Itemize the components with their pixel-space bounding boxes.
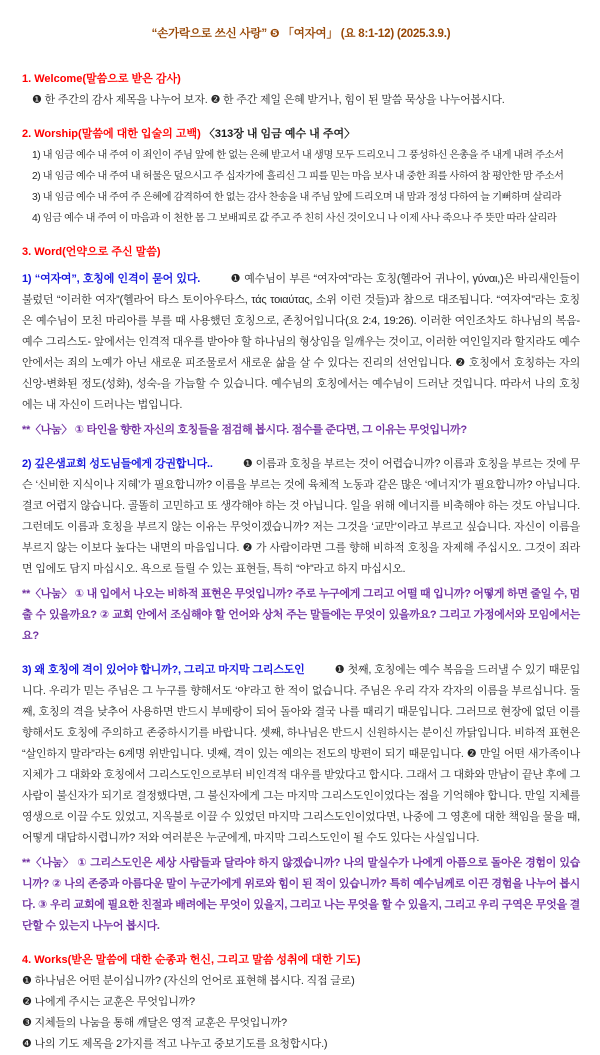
word-point-3-heading: 3) 왜 호칭에 격이 있어야 합니까?, 그리고 마지막 그리스도인 (22, 664, 305, 676)
word-point-3 (22, 660, 580, 849)
works-item-4: ❹ 나의 기도 제목을 2가지를 적고 나누고 중보기도를 요청합시다.) (22, 1038, 328, 1050)
section-works-heading: 4. Works(받은 말씀에 대한 순종과 헌신, 그리고 말씀 성취에 대한 기도) (22, 954, 361, 966)
word-point-2-heading: 2) 깊은샘교회 성도님들에게 강권합니다.. (22, 458, 213, 470)
section-word-heading: 3. Word(언약으로 주신 말씀) (22, 246, 161, 258)
spacer (22, 647, 580, 660)
works-item-1: ❶ 하나님은 어떤 분이십니까? (자신의 언어로 표현해 봅시다. 직접 글로) (22, 975, 355, 987)
worship-heading-label: 2. Worship(말씀에 대한 입술의 고백) (22, 128, 201, 140)
page-title: “손가락으로 쓰신 사랑” ❺ 「여자여」 (요 8:1-12) (2025.3.9.) (151, 28, 451, 40)
sharing-prompt-1: **〈나눔〉 ① 타인을 향한 자신의 호칭들을 점검해 봅시다. 점수를 준다면, 그 이유는 무엇입니까? (22, 424, 467, 436)
sharing-prompt-2: **〈나눔〉 ① 내 입에서 나오는 비하적 표현은 무엇입니까? 주로 누구에게 그리고 어떨 때 입니까? 어떻게 하면 줄일 수, 멈출 수 있을까요? ② 교회 안에서 조심해야 할 언어와 상처 주는 말들에는 무엇이 있을까요? 그리고 가정에서와 모임에서는요? (22, 588, 580, 642)
word-point-2 (22, 454, 580, 580)
hymn-verse-4: 4) 임금 예수 내 주여 이 마음과 이 천한 몸 그 보배피로 값 주고 주 친히 사신 것이오니 나 이제 사나 죽으나 주 뜻만 따라 살리라 (32, 213, 557, 224)
spacer (22, 229, 580, 242)
section-welcome-body: ❶ 한 주간의 감사 제목을 나누어 보자. ❷ 한 주간 제일 은혜 받거나, 힘이 된 말씀 묵상을 나누어봅시다. (32, 94, 505, 106)
hymn-verse-3: 3) 내 임금 예수 내 주여 주 은혜에 감격하여 한 없는 감사 찬송을 내 주님 앞에 드리오며 내 맘과 정성 다하여 늘 기뻐하며 살리라 (32, 192, 562, 203)
spacer (22, 937, 580, 950)
hymn-verse-2: 2) 내 임금 예수 내 주여 내 허물은 덮으시고 주 십자가에 흘리신 그 피를 믿는 마음 보사 내 중한 죄를 사하여 참 평안한 맘 주소서 (32, 171, 564, 182)
sharing-prompt-3: **〈나눔〉 ① 그리스도인은 세상 사람들과 달라야 하지 않겠습니까? 나의 말실수가 나에게 아픔으로 돌아온 경험이 있습니까? ② 나의 존중과 아름다운 말이 누군가에게 위로와 힘이 된 적이 있습니까? 특히 예수님께로 이끈 경험을 나누어 봅시다. ③ 우리 교회에 필요한 친절과 배려에는 무엇이 있을지, 그리고 나는 무엇을 할 수 있을지, 그리고 우리 구역은 무엇을 결단할 수 있는지 나누어 봅시다. (22, 857, 580, 932)
hymn-title: 〈313장 내 임금 예수 내 주여〉 (203, 128, 356, 140)
word-point-1-body: ❶ 예수님이 부른 “여자여”라는 호칭(헬라어 귀나이, γύναι,)은 바리새인들이 불렀던 “이러한 여자”(헬라어 타스 토이아우타스, τάς τοιαύτας, 소위 이런 것들)과 참으로 대조됩니다. “여자여”라는 호칭은 예수님이 모친 마리아를 부를 때 사용했던 호칭으로, 존칭어입니다(요 2:4, 19:26). 이러한 여인조차도 하나님의 복음-예수 그리스도- 앞에서는 인격적 대우를 받아야 할 하나님의 형상임을 일깨우는 것이고, 이러한 여인일지라 할지라도 예수 안에서는 죄의 노예가 아닌 새로운 피조물로서 새로운 삶을 살 수 있다는 진리의 선언입니다. ❷ 호칭에서 호칭하는 자의 신앙-변화된 정도(성화), 성숙-을 가늠할 수 있습니다. 예수님의 호칭에서는 예수님이 드러난 것입니다. 따라서 나의 호칭에는 내 자신이 드러나는 법입니다. (22, 273, 580, 411)
word-point-3-body: ❶ 첫째, 호칭에는 예수 복음을 드러낼 수 있기 때문입니다. 우리가 믿는 주님은 그 누구를 향해서도 ‘야’라고 한 적이 없습니다. 주님은 우리 각자 각자의 이름을 부르십니다. 둘째, 호칭의 격을 낮추어 사용하면 반드시 부메랑이 되어 돌아와 결국 나를 때리기 때문입니다. 그러므로 현장에 없던 이를 향해서도 호칭에 주의하고 존중하시기를 바랍니다. 셋째, 하나님은 반드시 신원하시는 분이신 까닭입니다. 비하적 표현은 “살인하지 말라”라는 6계명 위반입니다. 넷째, 격이 있는 예의는 전도의 방편이 되기 때문입니다. ❷ 만일 어떤 새가족이나 지체가 그 대화와 호칭에서 그리스도인으로부터 비인격적 대우를 받았다고 합시다. 그래서 그 대화와 만남이 끝난 후에 그 사람이 불신자가 되기로 결정했다면, 그 불신자에게 그는 마지막 그리스도인이었다는 점을 기억해야 합니다. 만일 지체를 영생으로 이끌 수도 있었고, 지옥불로 이끌 수 있었던 마지막 그리스도인이었다면, 나중에 그 영혼에 대한 책임을 물을 때, 어떻게 대답하시렵니까? 저와 여러분은 누군에게, 마지막 그리스도인이 될 수도 있다는 사실입니다. (22, 664, 580, 844)
works-item-2: ❷ 나에게 주시는 교훈은 무엇입니까? (22, 996, 195, 1008)
hymn-verse-1: 1) 내 임금 예수 내 주여 이 죄인이 주님 앞에 한 없는 은혜 받고서 내 생명 모두 드리오니 그 풍성하신 은총을 주 내게 내려 주소서 (32, 150, 564, 161)
spacer (22, 111, 580, 124)
word-point-1-heading: 1) “여자여”, 호칭에 인격이 묻어 있다. (22, 273, 201, 285)
word-point-1 (22, 269, 580, 416)
works-item-3: ❸ 지체들의 나눔을 통해 깨달은 영적 교훈은 무엇입니까? (22, 1017, 287, 1029)
section-worship-heading (22, 124, 580, 145)
spacer (22, 441, 580, 454)
section-welcome-heading: 1. Welcome(말씀으로 받은 감사) (22, 73, 181, 85)
word-point-2-body: ❶ 이름과 호칭을 부르는 것이 어렵습니까? 이름과 호칭을 부르는 것에 무슨 ‘신비한 지식이나 지혜’가 필요합니까? 이름을 부르는 것에 육체적 노동과 같은 많은 ‘에너지’가 필요합니까? 아닙니다. 결코 어렵지 않습니다. 골똘히 고민하고 또 생각해야 하는 것 아닙니다. 일을 위해 에너지를 비축해야 하는 것도 아닙니다. 그런데도 이름과 호칭을 부르지 않는 이유는 무엇이겠습니까? 저는 그것을 ‘교만’이라고 부르고 싶습니다. 자신이 이름을 부르지 않는 이보다 높다는 내면의 마음입니다. ❷ 가 사람이라면 그를 향해 비하적 호칭을 자제해 주십시오. 그것이 죄라면 입에도 담지 마십시오. 욕으로 들릴 수 있는 표현들, 특히 “야”라고 하지 마십시오. (22, 458, 580, 575)
